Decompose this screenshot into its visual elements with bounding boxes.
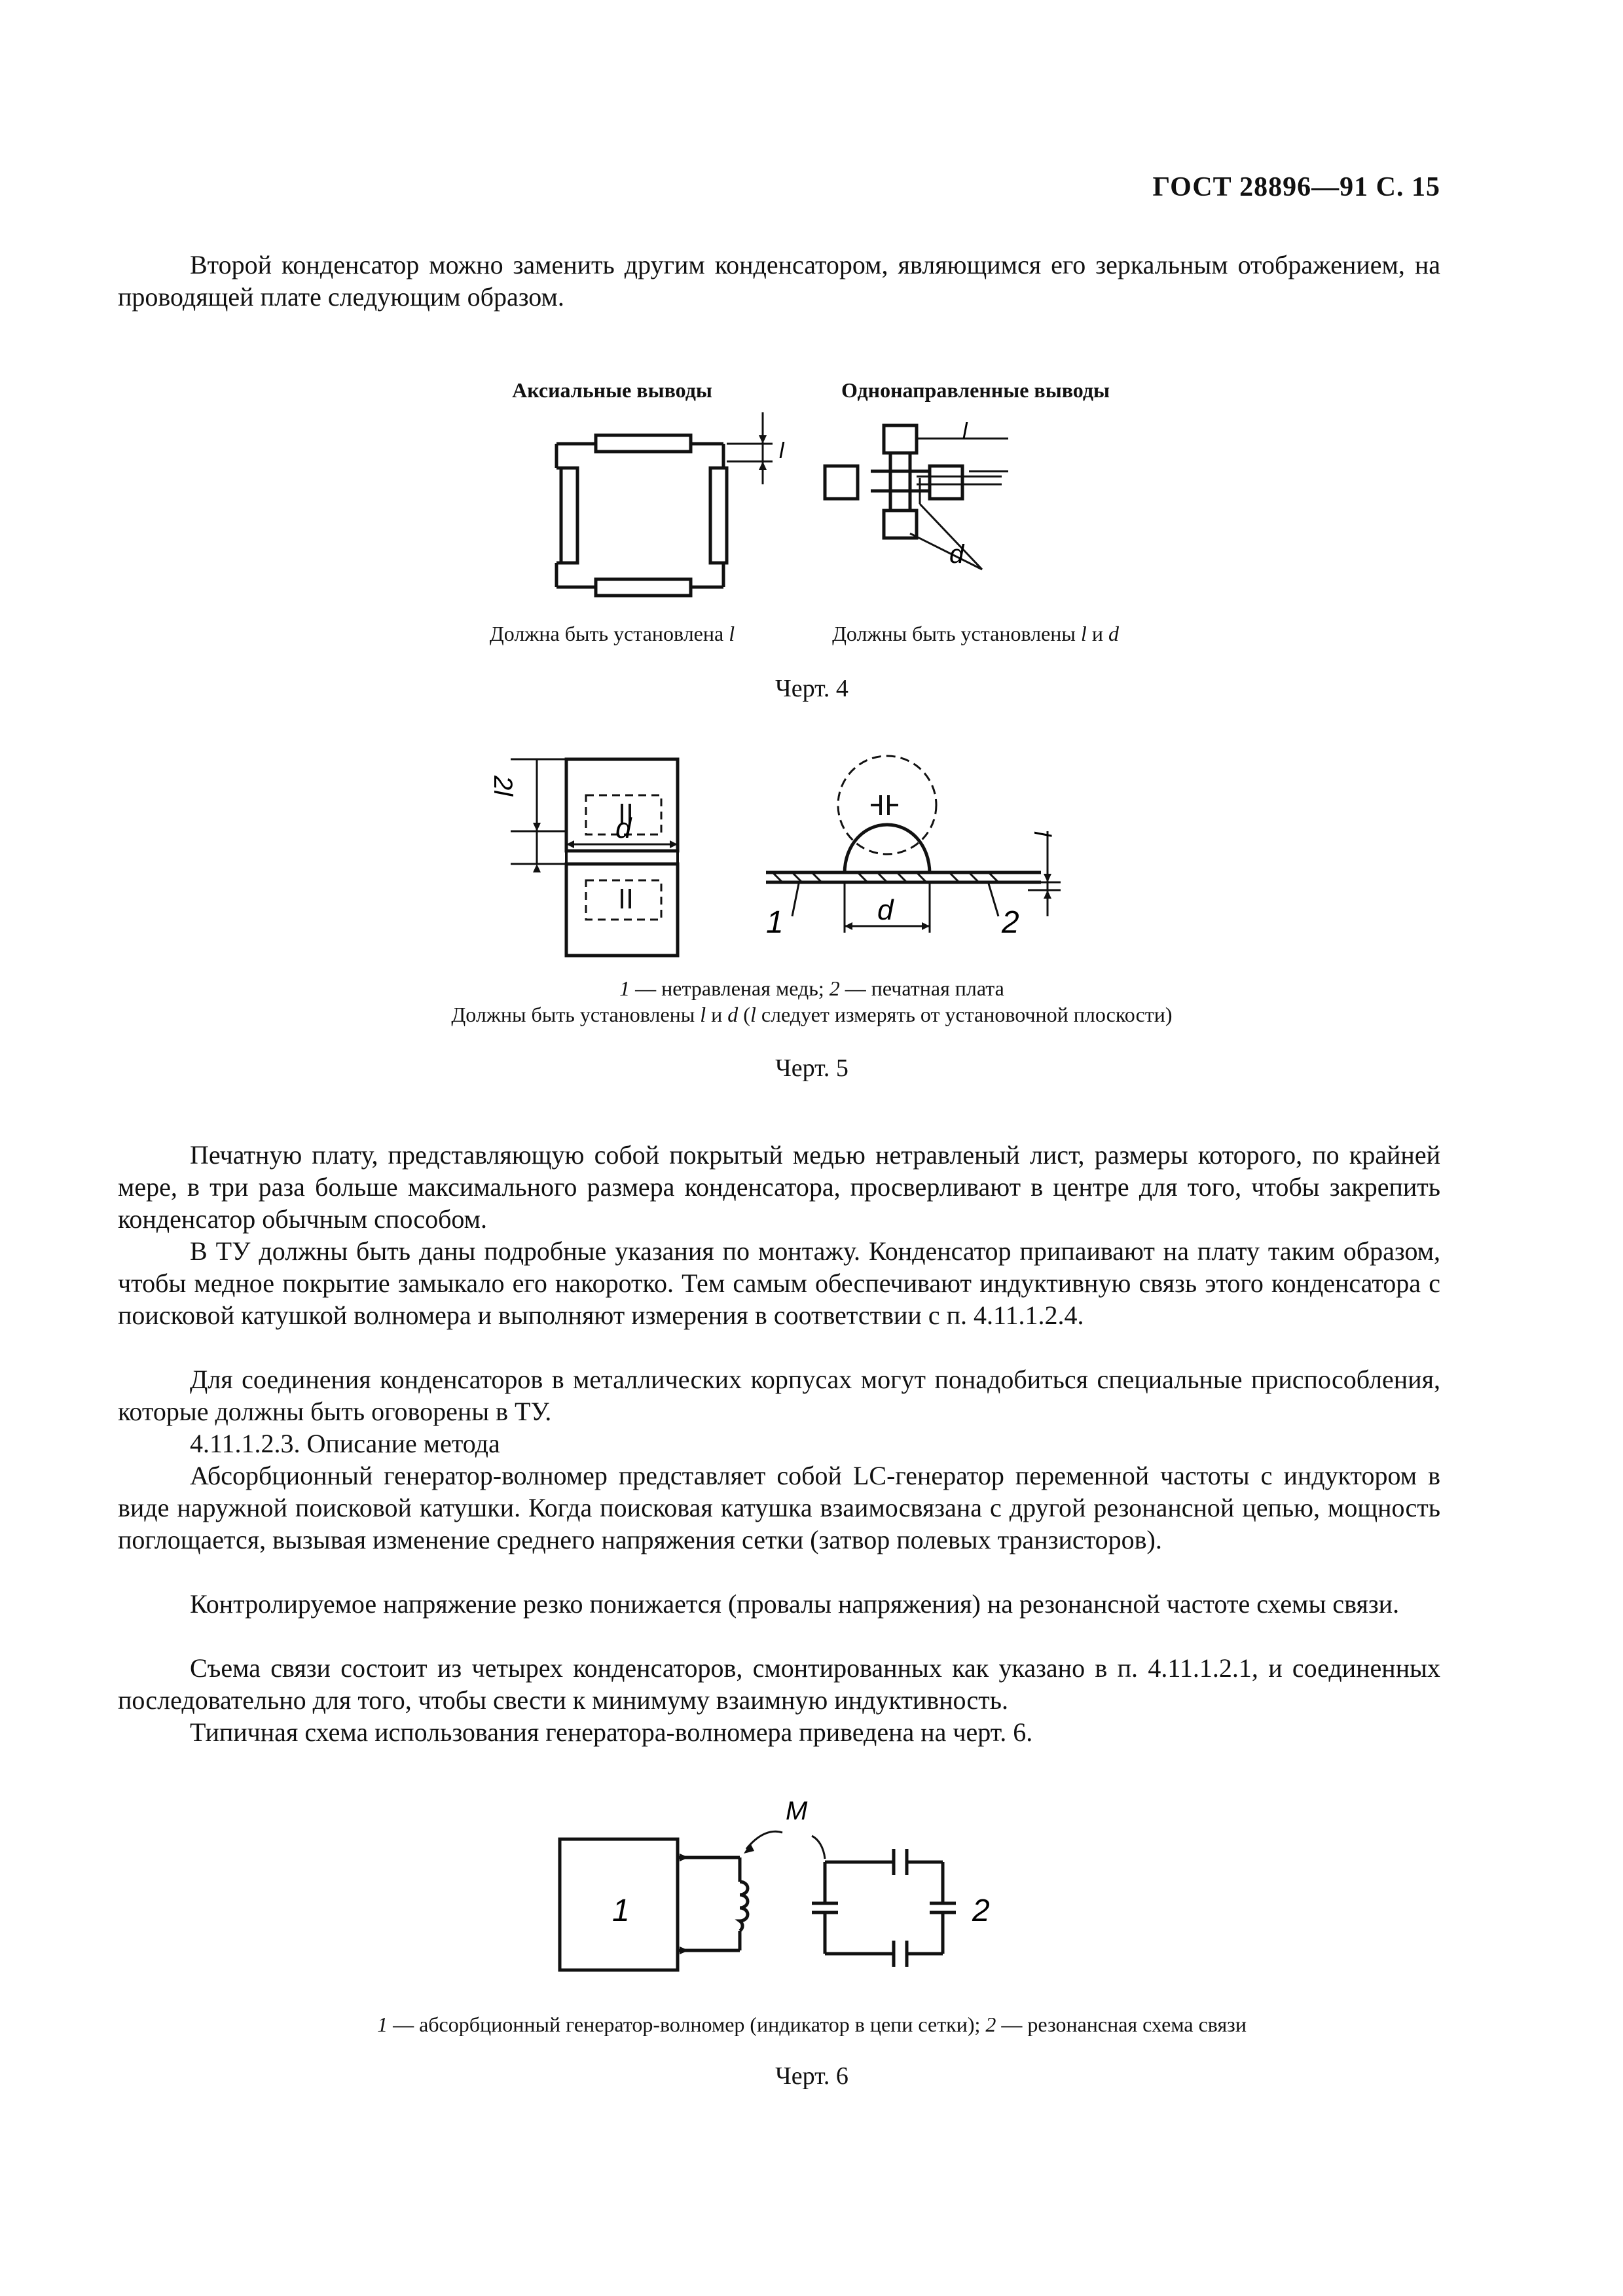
fig6-label-m: M <box>786 1797 808 1825</box>
fig6-title: Черт. 6 <box>775 2062 848 2090</box>
paragraph-3: Для соединения конденсаторов в металлических корпусах могут понадобиться специальные приспособления, которые должны быть оговорены в ТУ. <box>118 1365 1440 1426</box>
fig4-title: Черт. 4 <box>775 675 848 702</box>
section-heading: 4.11.1.2.3. Описание метода <box>190 1429 500 1458</box>
fig5-legend: 1 — нетравленая медь; 2 — печатная плата <box>619 977 1004 1000</box>
fig6-label-2: 2 <box>972 1893 990 1928</box>
fig6-label-1: 1 <box>612 1893 630 1928</box>
paragraph-2: В ТУ должны быть даны подробные указания по монтажу. Конденсатор припаивают на плату таким образом, чтобы медное покрытие замыкало его накоротко. Тем самым обеспечивают индуктивную связь этого конденсатора с поисковой катушкой волномера и выполняют измерения в соответствии с п. 4.11.1.2.4. <box>118 1236 1440 1330</box>
fig4-title-left: Аксиальные выводы <box>512 378 712 402</box>
paragraph-1: Печатную плату, представляющую собой покрытый медью нетравленый лист, размеры которого, по крайней мере, в три раза больше максимального размера конденсатора, просверливают в центре для того, чтобы закрепить конденсатор обычным способом. <box>118 1140 1440 1234</box>
fig5-right-diagram <box>753 753 1067 949</box>
paragraph-5: Контролируемое напряжение резко понижается (провалы напряжения) на резонансной частоте схемы связи. <box>190 1589 1400 1619</box>
fig5-dim-d-right: d <box>877 894 894 926</box>
fig4-caption-left: Должна быть установлена l <box>489 622 735 645</box>
fig5-dim-2l: 2l <box>488 776 517 797</box>
fig5-dim-l: l <box>1029 831 1056 836</box>
paragraph-7: Типичная схема использования генератора-волномера приведена на черт. 6. <box>190 1717 1033 1747</box>
fig5-callout-1: 1 <box>766 905 784 940</box>
page-header: ГОСТ 28896—91 С. 15 <box>1152 172 1440 202</box>
paragraph-6: Съема связи состоит из четырех конденсаторов, смонтированных как указано в п. 4.11.1.2.1, и соединенных последовательно для того, чтобы свести к минимуму взаимную индуктивность. <box>118 1653 1440 1715</box>
fig5-caption: Должны быть установлены l и d (l следует измерять от установочной плоскости) <box>451 1003 1173 1026</box>
fig6-legend: 1 — абсорбционный генератор-волномер (индикатор в цепи сетки); 2 — резонансная схема связи <box>377 2013 1247 2036</box>
fig5-callout-2: 2 <box>1002 905 1019 940</box>
fig4-axial-diagram <box>537 406 812 622</box>
fig5-left-diagram <box>484 746 720 962</box>
intro-paragraph: Второй конденсатор можно заменить другим конденсатором, являющимся его зеркальным отображением, на проводящей плате следующим образом. <box>118 250 1440 312</box>
fig4-dim-l-right: l <box>962 419 968 444</box>
fig4-dim-d: d <box>949 540 964 569</box>
paragraph-4: Абсорбционный генератор-волномер представляет собой LC-генератор переменной частоты с индуктором в виде наружной поисковой катушки. Когда поисковая катушка взаимосвязана с другой резонансной цепью, мощность поглощается, вызывая изменение среднего напряжения сетки (затвор полевых транзисторов). <box>118 1461 1440 1554</box>
fig4-unidirectional-diagram <box>812 419 1034 589</box>
fig5-title: Черт. 5 <box>775 1054 848 1082</box>
fig6-circuit-diagram <box>550 1793 1021 1990</box>
fig4-title-right: Однонаправленные выводы <box>841 378 1110 402</box>
fig5-dim-d-left: d <box>615 812 632 844</box>
fig4-caption-right: Должны быть установлены l и d <box>832 622 1119 645</box>
fig4-dim-l-left: l <box>779 439 784 463</box>
